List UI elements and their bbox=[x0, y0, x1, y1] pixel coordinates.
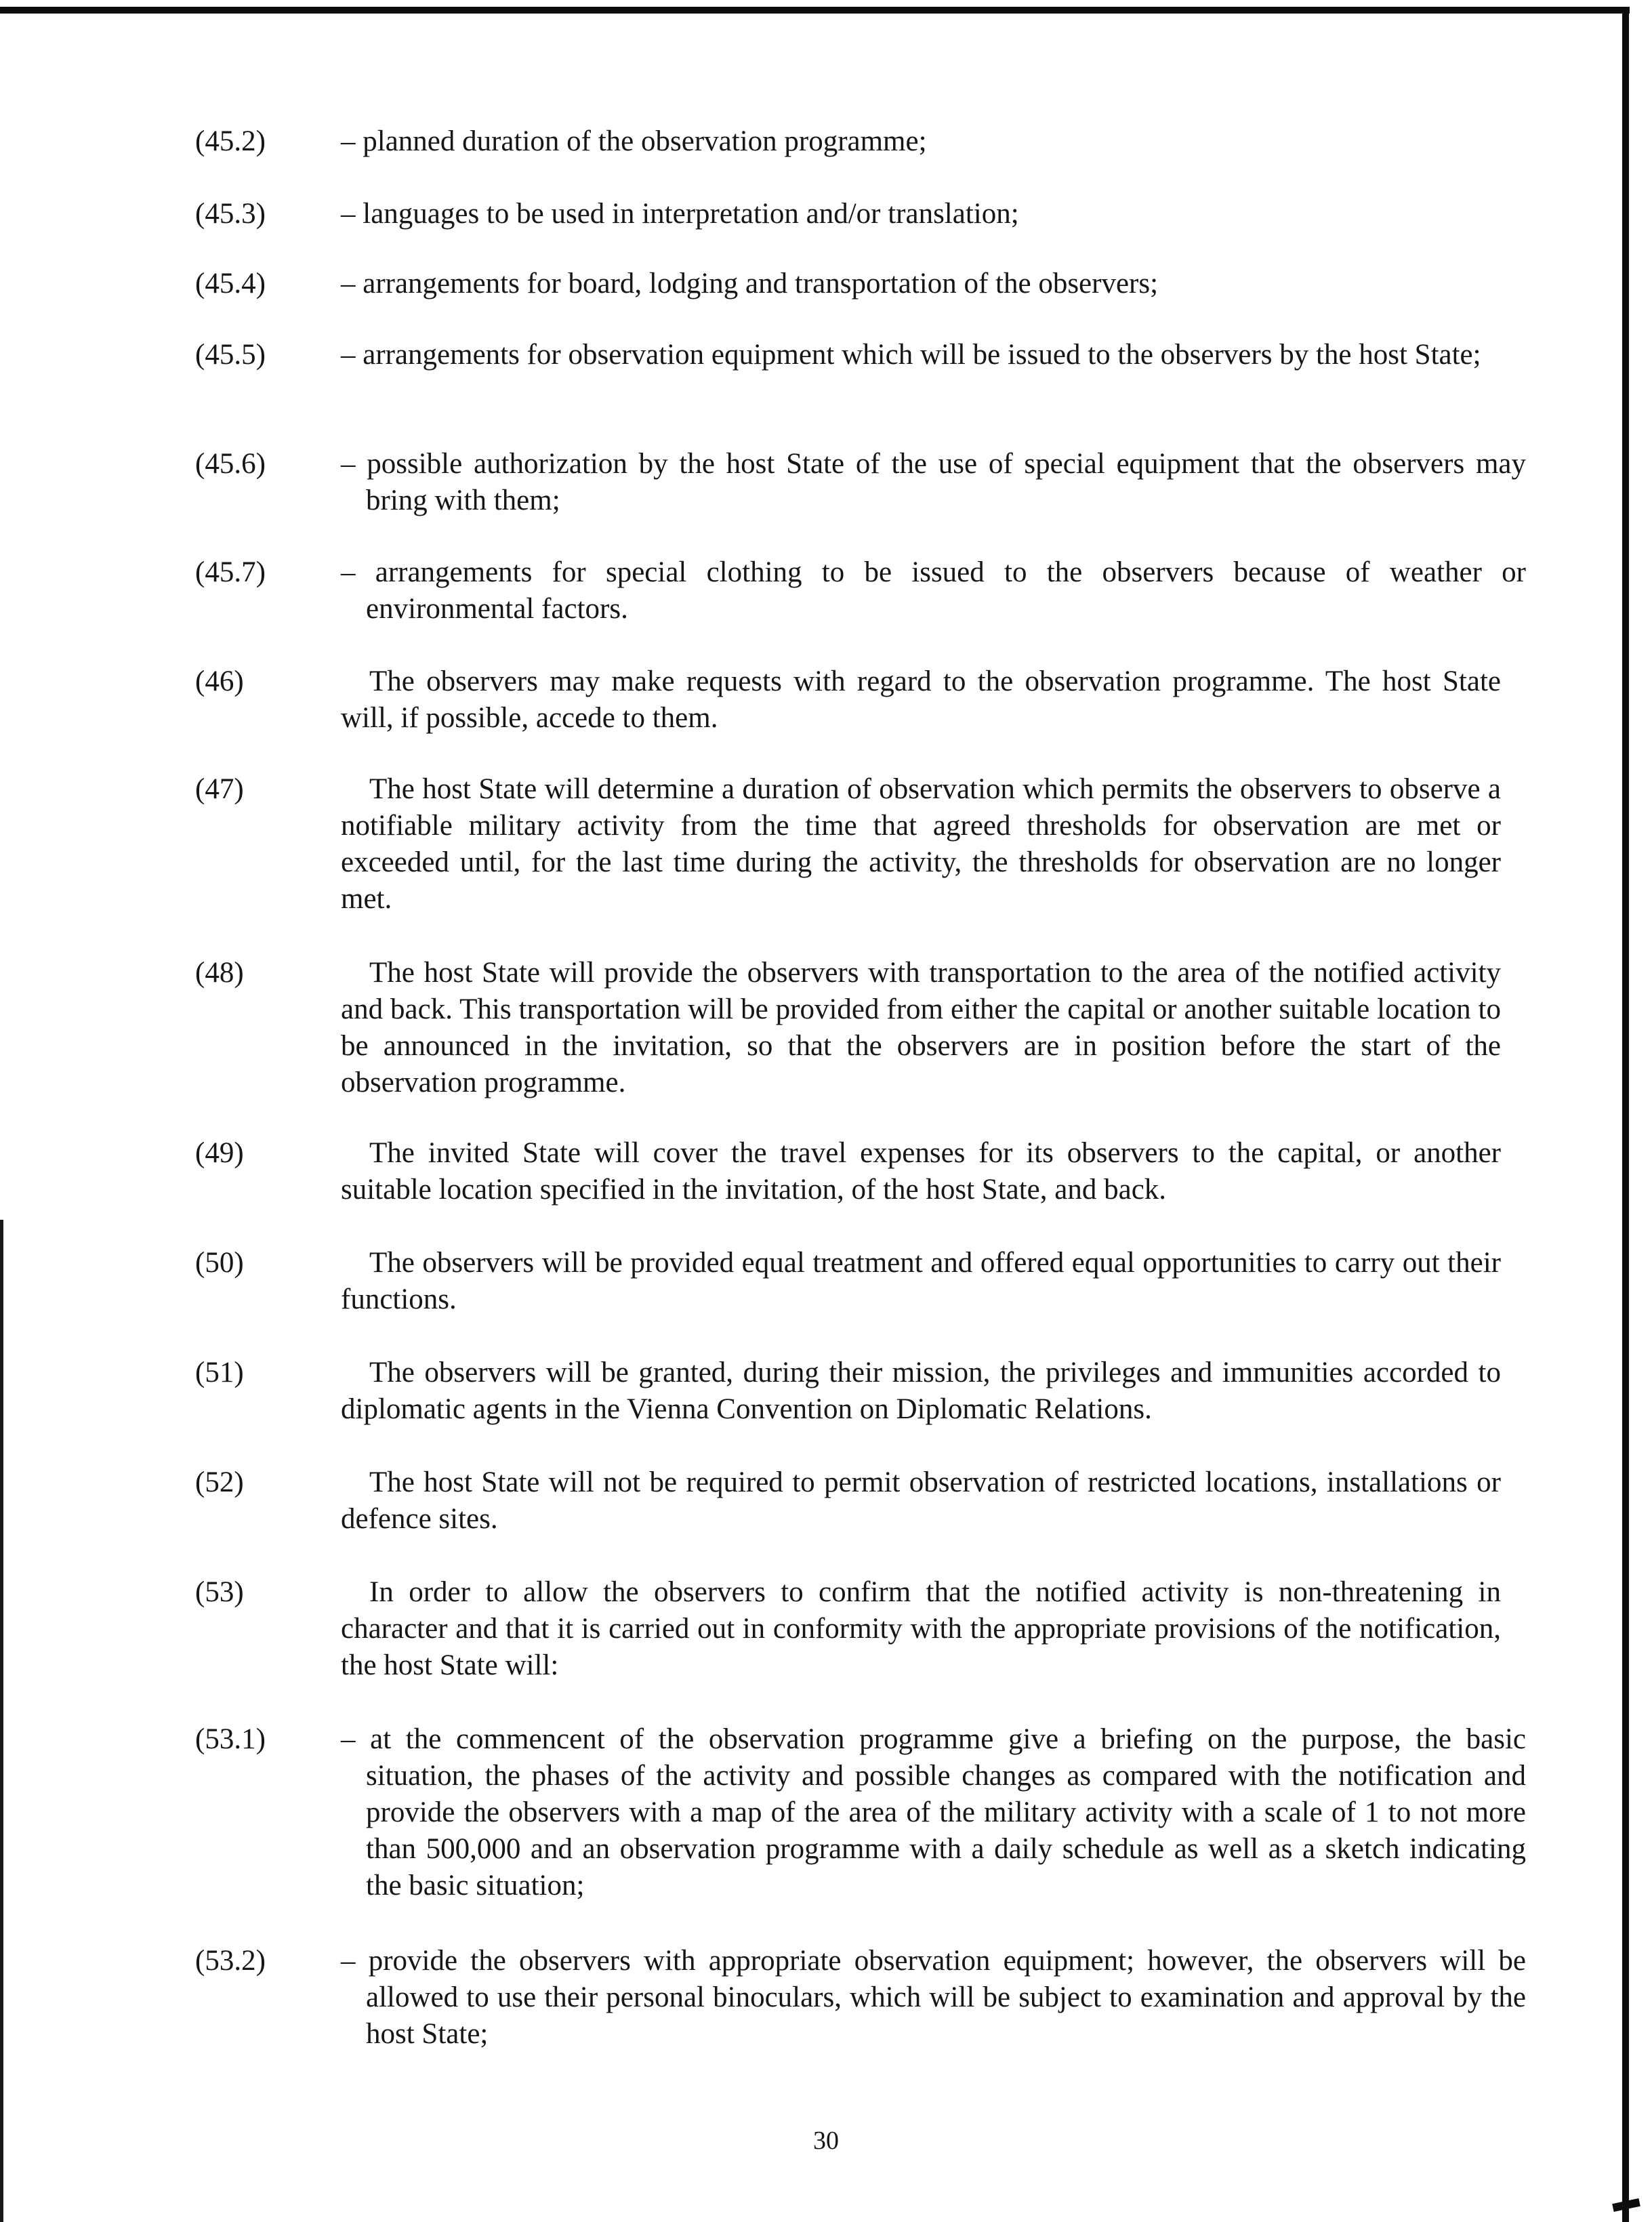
item-text: – at the commencent of the observation programme give a briefing on the purpose, the basic situation, the phases of the activity and possible changes as compared with the notification and provide the observers with a map of the area of the military activity with a scale of 1 to not more than 500,000 and an observation programme with a daily schedule as well as a sketch indicating the basic situation; bbox=[341, 1723, 1526, 1901]
item-text: – possible authorization by the host State of the use of special equipment that the observers may bring with them; bbox=[341, 448, 1526, 516]
item-text: – planned duration of the observation programme; bbox=[341, 125, 927, 157]
item-number: (45.4) bbox=[195, 268, 266, 300]
item-text: The invited State will cover the travel expenses for its observers to the capital, or another suitable location specified in the invitation, of the host State, and back. bbox=[341, 1137, 1501, 1206]
page-border-top bbox=[0, 7, 1630, 14]
item-number: (45.5) bbox=[195, 339, 266, 371]
item-text: – arrangements for observation equipment which will be issued to the observers by the host State; bbox=[341, 339, 1481, 371]
item-text: – arrangements for board, lodging and transportation of the observers; bbox=[341, 268, 1159, 300]
scan-edge-mark bbox=[0, 1220, 3, 2222]
item-text: The observers may make requests with regard to the observation programme. The host State will, if possible, accede to them. bbox=[341, 665, 1501, 734]
item-text: In order to allow the observers to confirm that the notified activity is non-threatening in character and that it is carried out in conformity with the appropriate provisions of the notification, the host State will: bbox=[341, 1576, 1501, 1681]
item-number: (53) bbox=[195, 1576, 244, 1608]
item-text: The host State will provide the observers with transportation to the area of the notified activity and back. This transportation will be provided from either the capital or another suitable location to be announced in the invitation, so that the observers are in position before the start of the observation programme. bbox=[341, 957, 1501, 1098]
item-text: The host State will determine a duration of observation which permits the observers to observe a notifiable military activity from the time that agreed thresholds for observation are met or exceeded until, for the last time during the activity, the thresholds for observation are no longer met. bbox=[341, 773, 1501, 915]
item-number: (53.1) bbox=[195, 1723, 266, 1755]
item-text: The observers will be provided equal treatment and offered equal opportunities to carry out their functions. bbox=[341, 1247, 1501, 1315]
item-number: (46) bbox=[195, 665, 244, 697]
item-number: (47) bbox=[195, 773, 244, 805]
item-number: (49) bbox=[195, 1137, 244, 1169]
item-number: (53.2) bbox=[195, 1945, 266, 1977]
item-number: (52) bbox=[195, 1466, 244, 1498]
item-number: (45.7) bbox=[195, 556, 266, 588]
item-text: – languages to be used in interpretation and/or translation; bbox=[341, 198, 1019, 230]
page-border-right bbox=[1622, 7, 1629, 2222]
page-number: 30 bbox=[813, 2126, 839, 2155]
item-number: (45.3) bbox=[195, 198, 266, 230]
item-number: (45.2) bbox=[195, 125, 266, 157]
item-text: The host State will not be required to permit observation of restricted locations, installations or defence sites. bbox=[341, 1466, 1501, 1535]
item-number: (45.6) bbox=[195, 448, 266, 480]
item-text: – arrangements for special clothing to be issued to the observers because of weather or environmental factors. bbox=[341, 556, 1526, 625]
item-text: The observers will be granted, during their mission, the privileges and immunities accorded to diplomatic agents in the Vienna Convention on Diplomatic Relations. bbox=[341, 1357, 1501, 1425]
item-number: (51) bbox=[195, 1357, 244, 1388]
item-text: – provide the observers with appropriate observation equipment; however, the observers will be allowed to use their personal binoculars, which will be subject to examination and approval by the host State; bbox=[341, 1945, 1526, 2050]
item-number: (50) bbox=[195, 1247, 244, 1279]
item-number: (48) bbox=[195, 957, 244, 989]
